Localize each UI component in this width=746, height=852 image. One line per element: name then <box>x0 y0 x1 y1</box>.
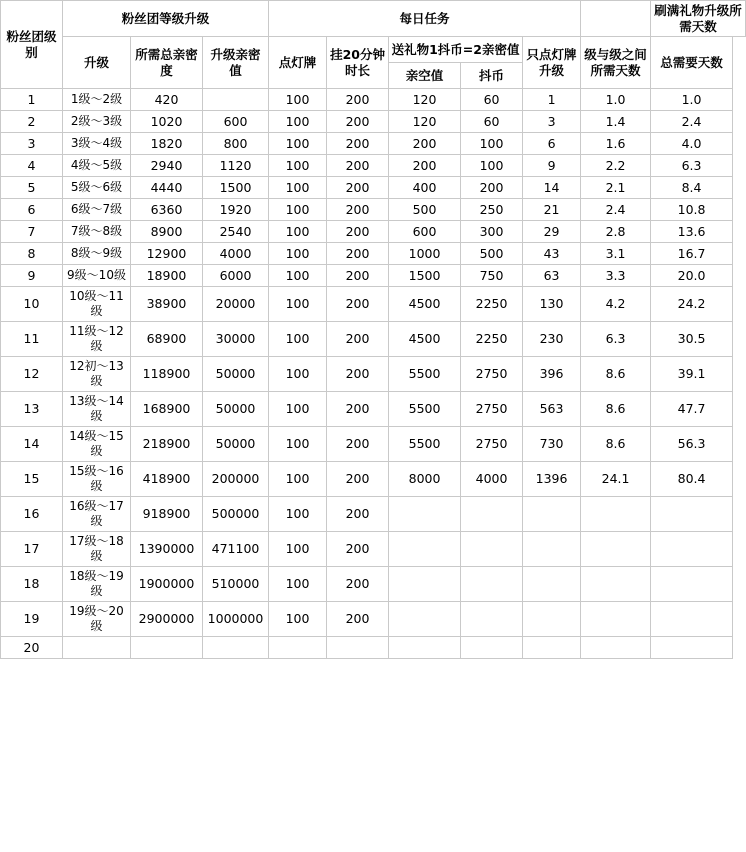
header-badge-only-spacer <box>581 1 651 37</box>
cell-upgrade-intimacy: 2540 <box>203 221 269 243</box>
cell-total-intimacy: 2940 <box>131 155 203 177</box>
cell-upgrade: 14级〜15级 <box>63 427 131 462</box>
header-gift-rule: 送礼物1抖币=2亲密值 <box>389 37 523 63</box>
table-row <box>1 497 746 532</box>
cell-upgrade-intimacy: 471100 <box>203 532 269 567</box>
table-row <box>1 155 746 177</box>
cell-gift-coin: 200 <box>461 177 523 199</box>
cell-gift-coin: 750 <box>461 265 523 287</box>
table-row <box>1 602 746 637</box>
cell-upgrade-intimacy: 200000 <box>203 462 269 497</box>
cell-gift-coin: 100 <box>461 133 523 155</box>
cell-hang-20min: 200 <box>327 155 389 177</box>
table-row <box>1 243 746 265</box>
cell-gift-intimacy: 4500 <box>389 287 461 322</box>
cell-hang-20min: 200 <box>327 392 389 427</box>
cell-gift-intimacy <box>389 497 461 532</box>
cell-badge-only: 1396 <box>523 462 581 497</box>
table-row <box>1 111 746 133</box>
cell-hang-20min: 200 <box>327 177 389 199</box>
cell-light-badge: 100 <box>269 155 327 177</box>
cell-upgrade: 18级〜19级 <box>63 567 131 602</box>
cell-gift-intimacy <box>389 567 461 602</box>
cell-badge-only: 63 <box>523 265 581 287</box>
cell-hang-20min: 200 <box>327 532 389 567</box>
cell-between-days: 8.6 <box>581 357 651 392</box>
cell-badge-only: 396 <box>523 357 581 392</box>
cell-light-badge: 100 <box>269 287 327 322</box>
header-upgrade: 升级 <box>63 37 131 89</box>
cell-total-intimacy: 1390000 <box>131 532 203 567</box>
cell-total-days <box>651 497 733 532</box>
cell-level: 20 <box>1 637 63 659</box>
cell-light-badge: 100 <box>269 199 327 221</box>
cell-badge-only: 9 <box>523 155 581 177</box>
header-brush-full-days: 刷满礼物升级所需天数 <box>651 1 746 37</box>
table-row <box>1 177 746 199</box>
cell-level: 2 <box>1 111 63 133</box>
cell-hang-20min: 200 <box>327 602 389 637</box>
cell-gift-intimacy: 1000 <box>389 243 461 265</box>
cell-gift-intimacy <box>389 637 461 659</box>
cell-gift-coin <box>461 602 523 637</box>
header-total-days: 总需要天数 <box>651 37 733 89</box>
cell-badge-only: 130 <box>523 287 581 322</box>
cell-total-days: 8.4 <box>651 177 733 199</box>
header-group-upgrade: 粉丝团等级升级 <box>63 1 269 37</box>
header-gift-intimacy: 亲空值 <box>389 63 461 89</box>
cell-hang-20min: 200 <box>327 322 389 357</box>
cell-between-days: 1.6 <box>581 133 651 155</box>
cell-badge-only: 43 <box>523 243 581 265</box>
table-row <box>1 357 746 392</box>
cell-total-days: 1.0 <box>651 89 733 111</box>
cell-upgrade: 12初〜13级 <box>63 357 131 392</box>
cell-between-days: 1.0 <box>581 89 651 111</box>
table-row <box>1 427 746 462</box>
cell-between-days <box>581 567 651 602</box>
cell-hang-20min: 200 <box>327 243 389 265</box>
table-row <box>1 265 746 287</box>
cell-upgrade: 2级〜3级 <box>63 111 131 133</box>
cell-hang-20min: 200 <box>327 357 389 392</box>
cell-gift-coin: 250 <box>461 199 523 221</box>
cell-gift-coin <box>461 532 523 567</box>
cell-upgrade: 5级〜6级 <box>63 177 131 199</box>
table-header <box>1 1 746 89</box>
cell-badge-only: 3 <box>523 111 581 133</box>
cell-total-days: 6.3 <box>651 155 733 177</box>
header-upgrade-intimacy: 升级亲密值 <box>203 37 269 89</box>
table-row <box>1 221 746 243</box>
cell-hang-20min <box>327 637 389 659</box>
cell-total-intimacy: 38900 <box>131 287 203 322</box>
cell-gift-intimacy: 1500 <box>389 265 461 287</box>
table-row <box>1 532 746 567</box>
cell-light-badge: 100 <box>269 357 327 392</box>
cell-hang-20min: 200 <box>327 133 389 155</box>
cell-total-days: 2.4 <box>651 111 733 133</box>
cell-upgrade: 16级〜17级 <box>63 497 131 532</box>
cell-upgrade: 13级〜14级 <box>63 392 131 427</box>
table-row <box>1 199 746 221</box>
cell-level: 19 <box>1 602 63 637</box>
table-row <box>1 567 746 602</box>
cell-badge-only <box>523 602 581 637</box>
cell-total-intimacy: 1020 <box>131 111 203 133</box>
cell-light-badge: 100 <box>269 177 327 199</box>
cell-level: 10 <box>1 287 63 322</box>
cell-gift-intimacy: 5500 <box>389 357 461 392</box>
cell-total-intimacy: 1900000 <box>131 567 203 602</box>
cell-level: 6 <box>1 199 63 221</box>
cell-hang-20min: 200 <box>327 497 389 532</box>
cell-total-days: 16.7 <box>651 243 733 265</box>
cell-level: 8 <box>1 243 63 265</box>
cell-upgrade: 6级〜7级 <box>63 199 131 221</box>
cell-light-badge: 100 <box>269 427 327 462</box>
cell-level: 7 <box>1 221 63 243</box>
cell-gift-coin <box>461 637 523 659</box>
cell-total-intimacy: 918900 <box>131 497 203 532</box>
cell-upgrade-intimacy: 800 <box>203 133 269 155</box>
cell-upgrade-intimacy: 50000 <box>203 357 269 392</box>
cell-badge-only: 730 <box>523 427 581 462</box>
cell-total-intimacy: 4440 <box>131 177 203 199</box>
cell-between-days: 8.6 <box>581 392 651 427</box>
cell-gift-intimacy: 5500 <box>389 392 461 427</box>
cell-badge-only: 1 <box>523 89 581 111</box>
cell-upgrade-intimacy: 50000 <box>203 392 269 427</box>
cell-upgrade: 10级〜11级 <box>63 287 131 322</box>
cell-gift-intimacy: 600 <box>389 221 461 243</box>
cell-badge-only <box>523 637 581 659</box>
cell-level: 1 <box>1 89 63 111</box>
cell-level: 13 <box>1 392 63 427</box>
cell-hang-20min: 200 <box>327 567 389 602</box>
cell-upgrade-intimacy <box>203 637 269 659</box>
cell-light-badge: 100 <box>269 243 327 265</box>
cell-total-days <box>651 567 733 602</box>
cell-upgrade-intimacy: 600 <box>203 111 269 133</box>
cell-upgrade: 9级〜10级 <box>63 265 131 287</box>
cell-upgrade-intimacy: 510000 <box>203 567 269 602</box>
cell-total-days: 20.0 <box>651 265 733 287</box>
cell-upgrade-intimacy: 4000 <box>203 243 269 265</box>
cell-upgrade: 15级〜16级 <box>63 462 131 497</box>
cell-hang-20min: 200 <box>327 199 389 221</box>
cell-level: 3 <box>1 133 63 155</box>
cell-total-days: 13.6 <box>651 221 733 243</box>
cell-between-days: 1.4 <box>581 111 651 133</box>
cell-hang-20min: 200 <box>327 427 389 462</box>
cell-total-intimacy <box>131 637 203 659</box>
cell-gift-intimacy: 8000 <box>389 462 461 497</box>
cell-level: 16 <box>1 497 63 532</box>
cell-upgrade-intimacy <box>203 89 269 111</box>
cell-upgrade-intimacy: 1000000 <box>203 602 269 637</box>
cell-gift-intimacy: 200 <box>389 155 461 177</box>
cell-upgrade: 1级〜2级 <box>63 89 131 111</box>
cell-gift-intimacy <box>389 602 461 637</box>
cell-badge-only <box>523 567 581 602</box>
cell-level: 15 <box>1 462 63 497</box>
cell-gift-intimacy: 400 <box>389 177 461 199</box>
header-between-levels-days: 级与级之间所需天数 <box>581 37 651 89</box>
cell-gift-coin: 300 <box>461 221 523 243</box>
table-row <box>1 287 746 322</box>
cell-between-days: 2.2 <box>581 155 651 177</box>
cell-gift-coin: 2750 <box>461 427 523 462</box>
cell-total-days: 10.8 <box>651 199 733 221</box>
cell-badge-only: 230 <box>523 322 581 357</box>
cell-gift-intimacy: 4500 <box>389 322 461 357</box>
cell-gift-intimacy: 500 <box>389 199 461 221</box>
table-row <box>1 322 746 357</box>
cell-total-days: 39.1 <box>651 357 733 392</box>
cell-upgrade: 8级〜9级 <box>63 243 131 265</box>
cell-total-intimacy: 168900 <box>131 392 203 427</box>
header-daily-task: 每日任务 <box>269 1 581 37</box>
cell-total-days <box>651 532 733 567</box>
cell-hang-20min: 200 <box>327 89 389 111</box>
cell-gift-intimacy: 5500 <box>389 427 461 462</box>
cell-total-days: 56.3 <box>651 427 733 462</box>
cell-hang-20min: 200 <box>327 265 389 287</box>
cell-total-intimacy: 2900000 <box>131 602 203 637</box>
cell-gift-coin <box>461 567 523 602</box>
cell-badge-only: 14 <box>523 177 581 199</box>
cell-total-intimacy: 68900 <box>131 322 203 357</box>
cell-between-days: 2.8 <box>581 221 651 243</box>
cell-upgrade <box>63 637 131 659</box>
cell-upgrade: 11级〜12级 <box>63 322 131 357</box>
cell-light-badge: 100 <box>269 221 327 243</box>
cell-total-intimacy: 118900 <box>131 357 203 392</box>
cell-gift-intimacy: 120 <box>389 89 461 111</box>
cell-gift-intimacy <box>389 532 461 567</box>
table-row <box>1 89 746 111</box>
header-total-intimacy: 所需总亲密度 <box>131 37 203 89</box>
cell-upgrade: 4级〜5级 <box>63 155 131 177</box>
cell-between-days: 3.1 <box>581 243 651 265</box>
cell-level: 5 <box>1 177 63 199</box>
header-hang-20min: 挂20分钟时长 <box>327 37 389 89</box>
cell-hang-20min: 200 <box>327 462 389 497</box>
cell-gift-intimacy: 200 <box>389 133 461 155</box>
cell-level: 18 <box>1 567 63 602</box>
cell-badge-only: 21 <box>523 199 581 221</box>
table-body <box>1 89 746 659</box>
cell-light-badge: 100 <box>269 392 327 427</box>
cell-gift-coin: 500 <box>461 243 523 265</box>
cell-level: 12 <box>1 357 63 392</box>
cell-total-days <box>651 602 733 637</box>
cell-light-badge: 100 <box>269 532 327 567</box>
header-light-badge: 点灯牌 <box>269 37 327 89</box>
cell-between-days: 24.1 <box>581 462 651 497</box>
cell-total-intimacy: 18900 <box>131 265 203 287</box>
cell-upgrade-intimacy: 6000 <box>203 265 269 287</box>
cell-light-badge: 100 <box>269 497 327 532</box>
cell-light-badge: 100 <box>269 462 327 497</box>
cell-between-days: 4.2 <box>581 287 651 322</box>
cell-between-days <box>581 637 651 659</box>
cell-hang-20min: 200 <box>327 111 389 133</box>
cell-between-days: 6.3 <box>581 322 651 357</box>
cell-total-intimacy: 420 <box>131 89 203 111</box>
cell-light-badge: 100 <box>269 265 327 287</box>
header-badge-only-upgrade: 只点灯牌升级 <box>523 37 581 89</box>
cell-total-days: 30.5 <box>651 322 733 357</box>
cell-gift-coin: 2250 <box>461 287 523 322</box>
cell-total-intimacy: 8900 <box>131 221 203 243</box>
cell-level: 11 <box>1 322 63 357</box>
cell-light-badge: 100 <box>269 89 327 111</box>
cell-badge-only: 563 <box>523 392 581 427</box>
cell-level: 4 <box>1 155 63 177</box>
cell-total-days: 24.2 <box>651 287 733 322</box>
cell-between-days <box>581 602 651 637</box>
cell-upgrade-intimacy: 500000 <box>203 497 269 532</box>
cell-hang-20min: 200 <box>327 221 389 243</box>
cell-light-badge: 100 <box>269 602 327 637</box>
cell-gift-coin: 2250 <box>461 322 523 357</box>
cell-level: 17 <box>1 532 63 567</box>
cell-gift-coin: 4000 <box>461 462 523 497</box>
cell-upgrade: 7级〜8级 <box>63 221 131 243</box>
cell-upgrade: 3级〜4级 <box>63 133 131 155</box>
cell-between-days: 2.1 <box>581 177 651 199</box>
cell-badge-only <box>523 497 581 532</box>
cell-light-badge: 100 <box>269 133 327 155</box>
table-row <box>1 392 746 427</box>
table-row <box>1 637 746 659</box>
table-row <box>1 462 746 497</box>
table-row <box>1 133 746 155</box>
cell-total-days: 80.4 <box>651 462 733 497</box>
cell-upgrade-intimacy: 1500 <box>203 177 269 199</box>
cell-upgrade: 19级〜20级 <box>63 602 131 637</box>
cell-light-badge: 100 <box>269 567 327 602</box>
cell-light-badge: 100 <box>269 111 327 133</box>
cell-total-days: 47.7 <box>651 392 733 427</box>
cell-upgrade-intimacy: 30000 <box>203 322 269 357</box>
cell-light-badge: 100 <box>269 322 327 357</box>
cell-hang-20min: 200 <box>327 287 389 322</box>
cell-badge-only <box>523 532 581 567</box>
cell-between-days: 3.3 <box>581 265 651 287</box>
cell-badge-only: 29 <box>523 221 581 243</box>
cell-total-days <box>651 637 733 659</box>
cell-total-intimacy: 6360 <box>131 199 203 221</box>
cell-gift-coin: 2750 <box>461 357 523 392</box>
cell-upgrade-intimacy: 20000 <box>203 287 269 322</box>
cell-total-days: 4.0 <box>651 133 733 155</box>
cell-between-days: 8.6 <box>581 427 651 462</box>
cell-upgrade-intimacy: 50000 <box>203 427 269 462</box>
cell-between-days <box>581 532 651 567</box>
header-gift-coin: 抖币 <box>461 63 523 89</box>
cell-total-intimacy: 418900 <box>131 462 203 497</box>
cell-gift-coin: 60 <box>461 111 523 133</box>
cell-total-intimacy: 218900 <box>131 427 203 462</box>
cell-level: 9 <box>1 265 63 287</box>
cell-gift-coin: 60 <box>461 89 523 111</box>
cell-level: 14 <box>1 427 63 462</box>
cell-gift-intimacy: 120 <box>389 111 461 133</box>
cell-upgrade-intimacy: 1120 <box>203 155 269 177</box>
cell-upgrade: 17级〜18级 <box>63 532 131 567</box>
cell-gift-coin <box>461 497 523 532</box>
cell-between-days <box>581 497 651 532</box>
cell-gift-coin: 2750 <box>461 392 523 427</box>
cell-total-intimacy: 12900 <box>131 243 203 265</box>
cell-upgrade-intimacy: 1920 <box>203 199 269 221</box>
cell-total-intimacy: 1820 <box>131 133 203 155</box>
cell-light-badge <box>269 637 327 659</box>
cell-gift-coin: 100 <box>461 155 523 177</box>
header-fanclub-level: 粉丝团级别 <box>1 1 63 89</box>
cell-between-days: 2.4 <box>581 199 651 221</box>
cell-badge-only: 6 <box>523 133 581 155</box>
